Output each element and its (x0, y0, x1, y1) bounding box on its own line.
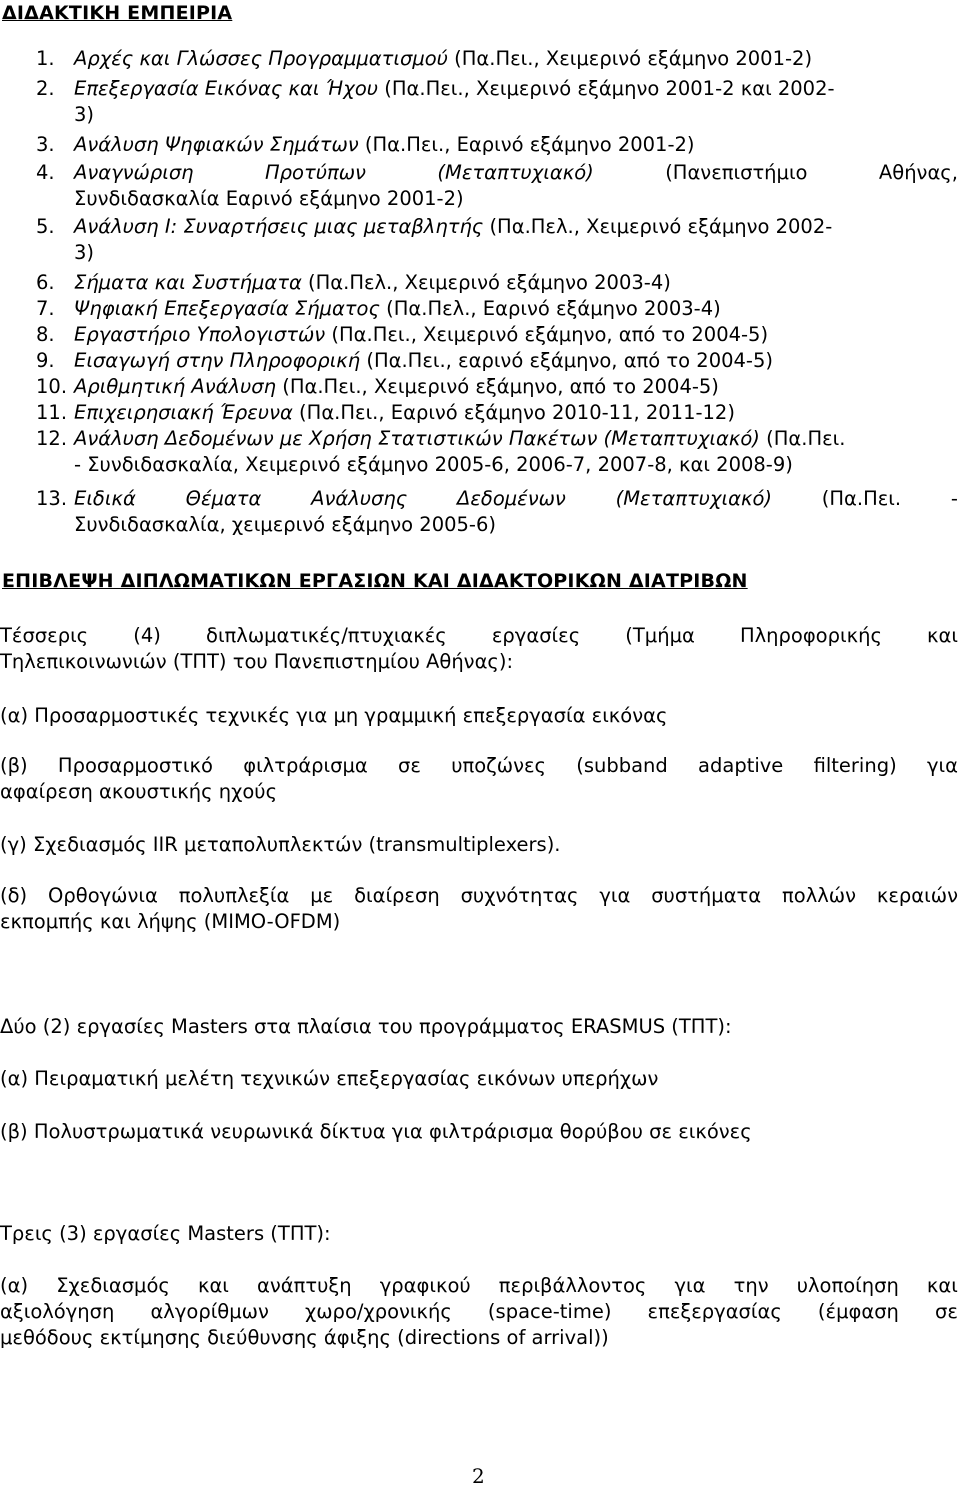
word: Σχεδιασμός (56, 1274, 170, 1297)
list-item-detail: (Πα.Πελ., Χειμερινό εξάμηνο 2002- (483, 215, 833, 238)
thesis-item-b-line1 (0, 754, 958, 778)
word: (Τμήμα (625, 624, 695, 647)
word: γραφικού (379, 1274, 471, 1297)
list-item-detail-word: - (950, 487, 958, 510)
list-item-continuation: Συνδιδασκαλία Εαρινό εξάμηνο 2001-2) (74, 187, 464, 210)
word: χωρο/χρονικής (304, 1300, 452, 1323)
word: ανάπτυξη (257, 1274, 352, 1297)
word: πολλών (782, 884, 857, 907)
word: επεξεργασίας (647, 1300, 782, 1323)
list-item (74, 297, 721, 321)
list-item (74, 323, 768, 347)
list-item (74, 77, 835, 101)
list-item-detail: (Πα.Πει., εαρινό εξάμηνο, από το 2004-5) (360, 349, 773, 372)
list-item-number: 9. (36, 349, 55, 372)
word: σε (935, 1300, 958, 1323)
list-item-title-word: (Μεταπτυχιακό) (615, 487, 772, 510)
word: και (926, 1274, 958, 1297)
word: αλγορίθμων (150, 1300, 269, 1323)
list-item (74, 271, 671, 295)
list-item-title-word: Αναγνώριση (74, 161, 194, 184)
list-item-number: 5. (36, 215, 55, 238)
word: εργασίες (491, 624, 581, 647)
list-item-detail: (Πα.Πει., Εαρινό εξάμηνο 2010-11, 2011-12) (292, 401, 735, 424)
list-item-detail-word: Αθήνας, (878, 161, 958, 184)
word: (β) (0, 754, 28, 777)
list-item-detail: (Πα.Πει. (759, 427, 846, 450)
word: (4) (133, 624, 161, 647)
word: σε (398, 754, 421, 777)
word: για (599, 884, 631, 907)
word: adaptive (698, 754, 784, 777)
section-heading-supervision: ΕΠΙΒΛΕΨΗ ΔΙΠΛΩΜΑΤΙΚΩΝ ΕΡΓΑΣΙΩΝ ΚΑΙ ΔΙΔΑΚΤΟΡΙΚΩΝ ΔΙΑΤΡΙΒΩΝ (2, 570, 748, 592)
list-item-number: 13. (36, 487, 68, 510)
list-item-number: 6. (36, 271, 55, 294)
page-number: 2 (472, 1464, 485, 1488)
list-item-title-word: Θέματα (185, 487, 262, 510)
word: με (310, 884, 334, 907)
list-item-title: Εισαγωγή στην Πληροφορική (74, 349, 361, 372)
word: υλοποίηση (796, 1274, 899, 1297)
list-item-detail: (Πα.Πει., Χειμερινό εξάμηνο, από το 2004-5) (276, 375, 719, 398)
list-item (74, 161, 958, 185)
list-item-title-word: (Μεταπτυχιακό) (437, 161, 594, 184)
word: και (927, 624, 958, 647)
word: Τέσσερις (0, 624, 89, 647)
list-item-number: 4. (36, 161, 55, 184)
masters-item-a-line1 (0, 1274, 958, 1298)
word: και (197, 1274, 229, 1297)
list-item (74, 375, 719, 399)
list-item-title-word: Ανάλυσης (311, 487, 408, 510)
word: φιλτράρισμα (243, 754, 368, 777)
list-item-number: 7. (36, 297, 55, 320)
list-item-detail: (Πα.Πελ., Εαρινό εξάμηνο 2003-4) (379, 297, 721, 320)
list-item-title: Επιχειρησιακή Έρευνα (74, 401, 293, 424)
word: την (733, 1274, 769, 1297)
list-item-title-word: Ειδικά (74, 487, 136, 510)
list-item-continuation: - Συνδιδασκαλία, Χειμερινό εξάμηνο 2005-6, 2006-7, 2007-8, και 2008-9) (74, 453, 793, 476)
thesis-item-c: (γ) Σχεδιασμός IIR μεταπολυπλεκτών (transmultiplexers). (0, 833, 561, 856)
word: αξιολόγηση (0, 1300, 115, 1323)
list-item-title: Αρχές και Γλώσσες Προγραμματισμού (74, 47, 448, 70)
word: (space-time) (487, 1300, 612, 1323)
paragraph-diploma-theses-line2: Τηλεπικοινωνιών (ΤΠΤ) του Πανεπιστημίου Αθήνας): (0, 650, 514, 673)
word: συστήματα (651, 884, 762, 907)
word: για (926, 754, 958, 777)
word: filtering) (813, 754, 897, 777)
list-item-title: Σήματα και Συστήματα (74, 271, 302, 294)
list-item-detail-word: (Πανεπιστήμιο (665, 161, 808, 184)
list-item-continuation: 3) (74, 241, 95, 264)
list-item (74, 215, 832, 239)
masters-item-a-line2 (0, 1300, 958, 1324)
list-item-title: Εργαστήριο Υπολογιστών (74, 323, 326, 346)
list-item-title: Ανάλυση Δεδομένων με Χρήση Στατιστικών Πακέτων (Μεταπτυχιακό) (74, 427, 760, 450)
masters-item-a-line3: μεθόδους εκτίμησης διεύθυνσης άφιξης (directions of arrival)) (0, 1326, 609, 1349)
paragraph-masters: Τρεις (3) εργασίες Masters (ΤΠΤ): (0, 1222, 331, 1245)
list-item-number: 3. (36, 133, 55, 156)
list-item-title-word: Δεδομένων (457, 487, 566, 510)
thesis-item-d-line2: εκπομπής και λήψης (MIMO-OFDM) (0, 910, 341, 933)
list-item (74, 349, 773, 373)
list-item-detail: (Πα.Πει., Εαρινό εξάμηνο 2001-2) (358, 133, 695, 156)
list-item-number: 12. (36, 427, 68, 450)
list-item-continuation: 3) (74, 103, 95, 126)
word: συχνότητας (460, 884, 579, 907)
word: (δ) (0, 884, 28, 907)
thesis-item-d-line1 (0, 884, 958, 908)
word: (έμφαση (817, 1300, 899, 1323)
word: υποζώνες (451, 754, 546, 777)
list-item-title: Ανάλυση Ψηφιακών Σημάτων (74, 133, 359, 156)
word: κεραιών (876, 884, 958, 907)
thesis-item-a: (α) Προσαρμοστικές τεχνικές για μη γραμμική επεξεργασία εικόνας (0, 704, 668, 727)
word: Ορθογώνια (48, 884, 158, 907)
list-item (74, 401, 735, 425)
word: πολυπλεξία (178, 884, 290, 907)
list-item-detail: (Πα.Πελ., Χειμερινό εξάμηνο 2003-4) (301, 271, 671, 294)
word: για (674, 1274, 706, 1297)
list-item-title: Ανάλυση Ι: Συναρτήσεις μιας μεταβλητής (74, 215, 484, 238)
thesis-item-b-line2: αφαίρεση ακουστικής ηχούς (0, 780, 278, 803)
list-item-number: 10. (36, 375, 68, 398)
list-item-number: 8. (36, 323, 55, 346)
paragraph-diploma-theses-line1 (0, 624, 958, 648)
word: περιβάλλοντος (498, 1274, 647, 1297)
list-item-number: 1. (36, 47, 55, 70)
list-item-title: Ψηφιακή Επεξεργασία Σήματος (74, 297, 380, 320)
list-item (74, 487, 958, 511)
list-item-number: 2. (36, 77, 55, 100)
word: Πληροφορικής (739, 624, 882, 647)
list-item-number: 11. (36, 401, 68, 424)
word: (subband (576, 754, 668, 777)
list-item (74, 427, 845, 451)
list-item-title: Επεξεργασία Εικόνας και Ήχου (74, 77, 379, 100)
list-item-title-word: Προτύπων (264, 161, 366, 184)
word: διαίρεση (354, 884, 440, 907)
word: (α) (0, 1274, 29, 1297)
erasmus-item-b: (β) Πολυστρωματικά νευρωνικά δίκτυα για φιλτράρισμα θορύβου σε εικόνες (0, 1120, 752, 1143)
paragraph-erasmus: Δύο (2) εργασίες Masters στα πλαίσια του προγράμματος ERASMUS (ΤΠΤ): (0, 1015, 732, 1038)
erasmus-item-a: (α) Πειραματική μελέτη τεχνικών επεξεργασίας εικόνων υπερήχων (0, 1067, 659, 1090)
section-heading-teaching: ΔΙΔΑΚΤΙΚΗ ΕΜΠΕΙΡΙΑ (2, 2, 233, 24)
list-item-detail: (Πα.Πει., Χειμερινό εξάμηνο 2001-2) (447, 47, 813, 70)
list-item-title: Αριθμητική Ανάλυση (74, 375, 277, 398)
word: Προσαρμοστικό (57, 754, 213, 777)
list-item-detail-word: (Πα.Πει. (821, 487, 902, 510)
list-item-detail: (Πα.Πει., Χειμερινό εξάμηνο 2001-2 και 2002- (378, 77, 835, 100)
list-item-continuation: Συνδιδασκαλία, χειμερινό εξάμηνο 2005-6) (74, 513, 496, 536)
word: διπλωματικές/πτυχιακές (206, 624, 447, 647)
list-item (74, 47, 812, 71)
list-item-detail: (Πα.Πει., Χειμερινό εξάμηνο, από το 2004-5) (325, 323, 769, 346)
list-item (74, 133, 695, 157)
